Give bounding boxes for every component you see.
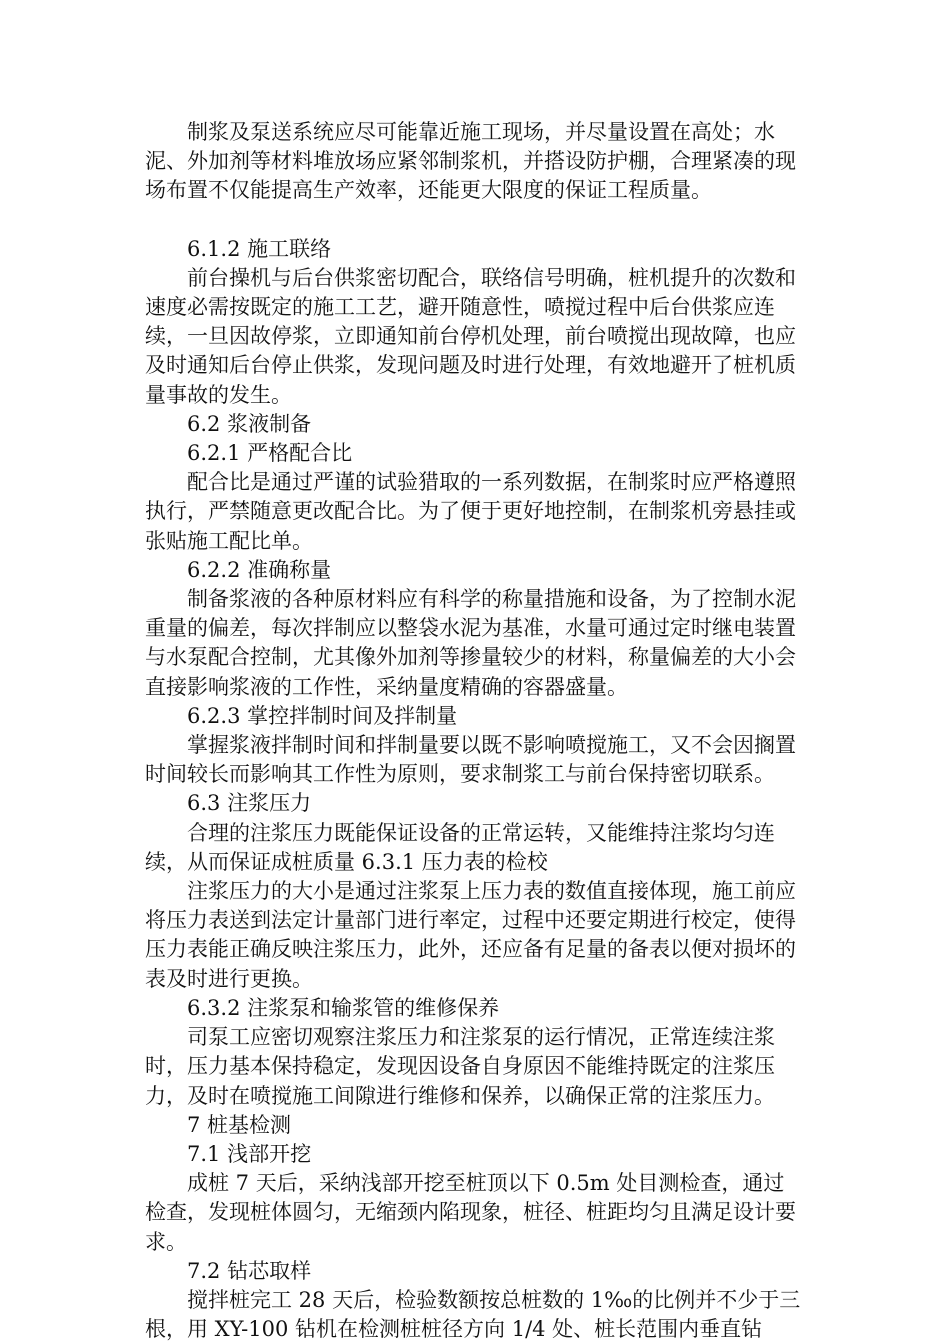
document-page	[145, 118, 805, 1344]
heading-7: 7 桩基检测	[187, 1112, 292, 1137]
heading-6-2-1: 6.2.1 严格配合比	[187, 441, 353, 466]
heading-6-1-2: 6.1.2 施工联络	[187, 236, 332, 261]
heading-6-2-3: 6.2.3 掌控拌制时间及拌制量	[187, 703, 458, 728]
paragraph-mix-ratio: 配合比是通过严谨的试验猎取的一系列数据，在制浆时应严格遵照执行，严禁随意更改配合比。为了便于更好地控制，在制浆机旁悬挂或张贴施工配比单。	[145, 470, 796, 553]
heading-6-2-2: 6.2.2 准确称量	[187, 557, 332, 582]
paragraph-core-sampling: 搅拌桩完工 28 天后，检验数额按总桩数的 1‰的比例并不少于三根，用 XY-100 钻机在检测桩桩径方向 1/4 处、桩长范围内垂直钻	[145, 1287, 801, 1342]
paragraph-weighing: 制备浆液的各种原材料应有科学的称量措施和设备，为了控制水泥重量的偏差，每次拌制应以整袋水泥为基准，水量可通过定时继电装置与水泵配合控制，尤其像外加剂等掺量较少的材料，称量偏差的大小会直接影响浆液的工作性，采纳量度精确的容器盛量。	[145, 587, 796, 699]
paragraph-pressure-gauge: 注浆压力的大小是通过注浆泵上压力表的数值直接体现，施工前应将压力表送到法定计量部门进行率定，过程中还要定期进行校定，使得压力表能正确反映注浆压力，此外，还应备有足量的备表以便对损坏的表及时进行更换。	[145, 879, 796, 991]
heading-6-2: 6.2 浆液制备	[187, 411, 312, 436]
heading-6-3-2: 6.3.2 注浆泵和输浆管的维修保养	[187, 995, 500, 1020]
paragraph-pump-maintenance: 司泵工应密切观察注浆压力和注浆泵的运行情况，正常连续注浆时，压力基本保持稳定，发现因设备自身原因不能维持既定的注浆压力，及时在喷搅施工间隙进行维修和保养，以确保正常的注浆压力。	[145, 1025, 775, 1108]
paragraph-site-layout: 制浆及泵送系统应尽可能靠近施工现场，并尽量设置在高处；水泥、外加剂等材料堆放场应紧邻制浆机，并搭设防护棚，合理紧凑的现场布置不仅能提高生产效率，还能更大限度的保证工程质量。	[145, 120, 796, 203]
paragraph-construction-liaison: 前台操机与后台供浆密切配合，联络信号明确，桩机提升的次数和速度必需按既定的施工工艺，避开随意性，喷搅过程中后台供浆应连续，一旦因故停浆，立即通知前台停机处理，前台喷搅出现故障，也应及时通知后台停止供浆，发现问题及时进行处理，有效地避开了桩机质量事故的发生。	[145, 265, 796, 407]
paragraph-shallow-excavation: 成桩 7 天后，采纳浅部开挖至桩顶以下 0.5m 处目测检查，通过检查，发现桩体圆匀，无缩颈内陷现象，桩径、桩距均匀且满足设计要求。	[145, 1171, 796, 1254]
heading-6-3: 6.3 注浆压力	[187, 791, 312, 816]
heading-7-1: 7.1 浅部开挖	[187, 1141, 312, 1166]
paragraph-grouting-pressure: 合理的注浆压力既能保证设备的正常运转，又能维持注浆均匀连续，从而保证成桩质量 6.3.1 压力表的检校	[145, 820, 775, 874]
paragraph-mixing-time: 掌握浆液拌制时间和拌制量要以既不影响喷搅施工，又不会因搁置时间较长而影响其工作性为原则，要求制浆工与前台保持密切联系。	[145, 733, 796, 787]
heading-7-2: 7.2 钻芯取样	[187, 1258, 312, 1283]
